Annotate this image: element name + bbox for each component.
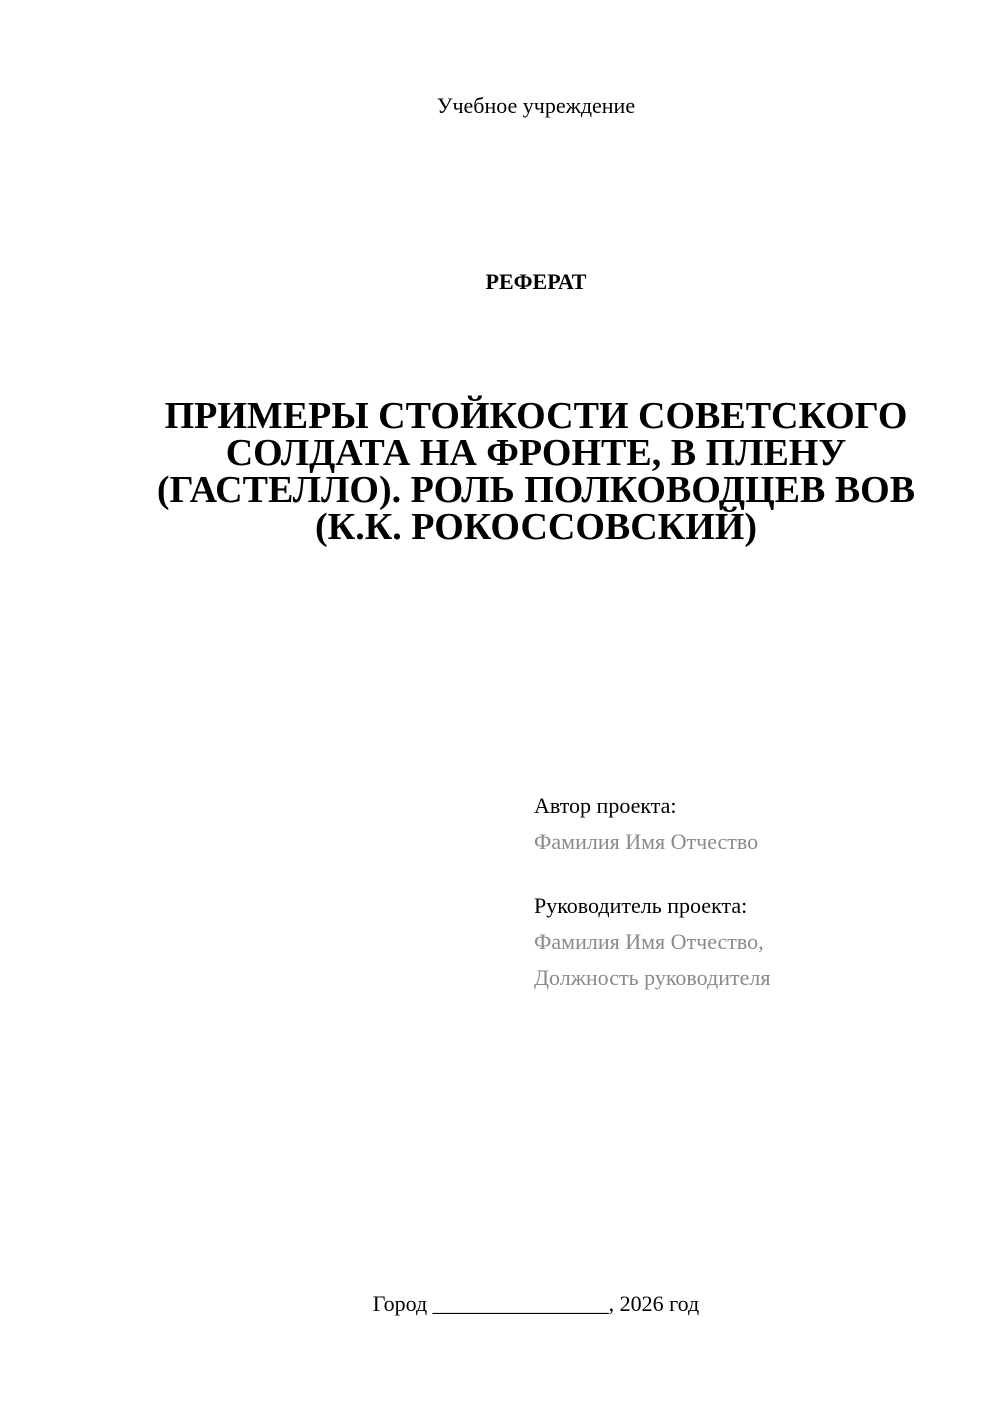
city-year-footer: Город ________________, 2026 год — [372, 1291, 700, 1316]
title-line: (ГАСТЕЛЛО). РОЛЬ ПОЛКОВОДЦЕВ ВОВ — [156, 469, 916, 511]
document-type: РЕФЕРАТ — [485, 269, 587, 294]
title-line: СОЛДАТА НА ФРОНТЕ, В ПЛЕНУ — [225, 432, 847, 474]
spacer — [534, 860, 974, 888]
author-name: Фамилия Имя Отчество — [534, 829, 759, 854]
title-line: (К.К. РОКОССОВСКИЙ) — [315, 506, 757, 548]
supervisor-label: Руководитель проекта: — [534, 893, 748, 918]
title-line: ПРИМЕРЫ СТОЙКОСТИ СОВЕТСКОГО — [164, 395, 908, 437]
document-title — [140, 395, 932, 548]
institution-name: Учебное учреждение — [436, 93, 636, 118]
supervisor-name: Фамилия Имя Отчество, — [534, 929, 764, 954]
signature-block — [534, 788, 974, 996]
supervisor-position: Должность руководителя — [534, 965, 771, 990]
author-label: Автор проекта: — [534, 793, 677, 818]
